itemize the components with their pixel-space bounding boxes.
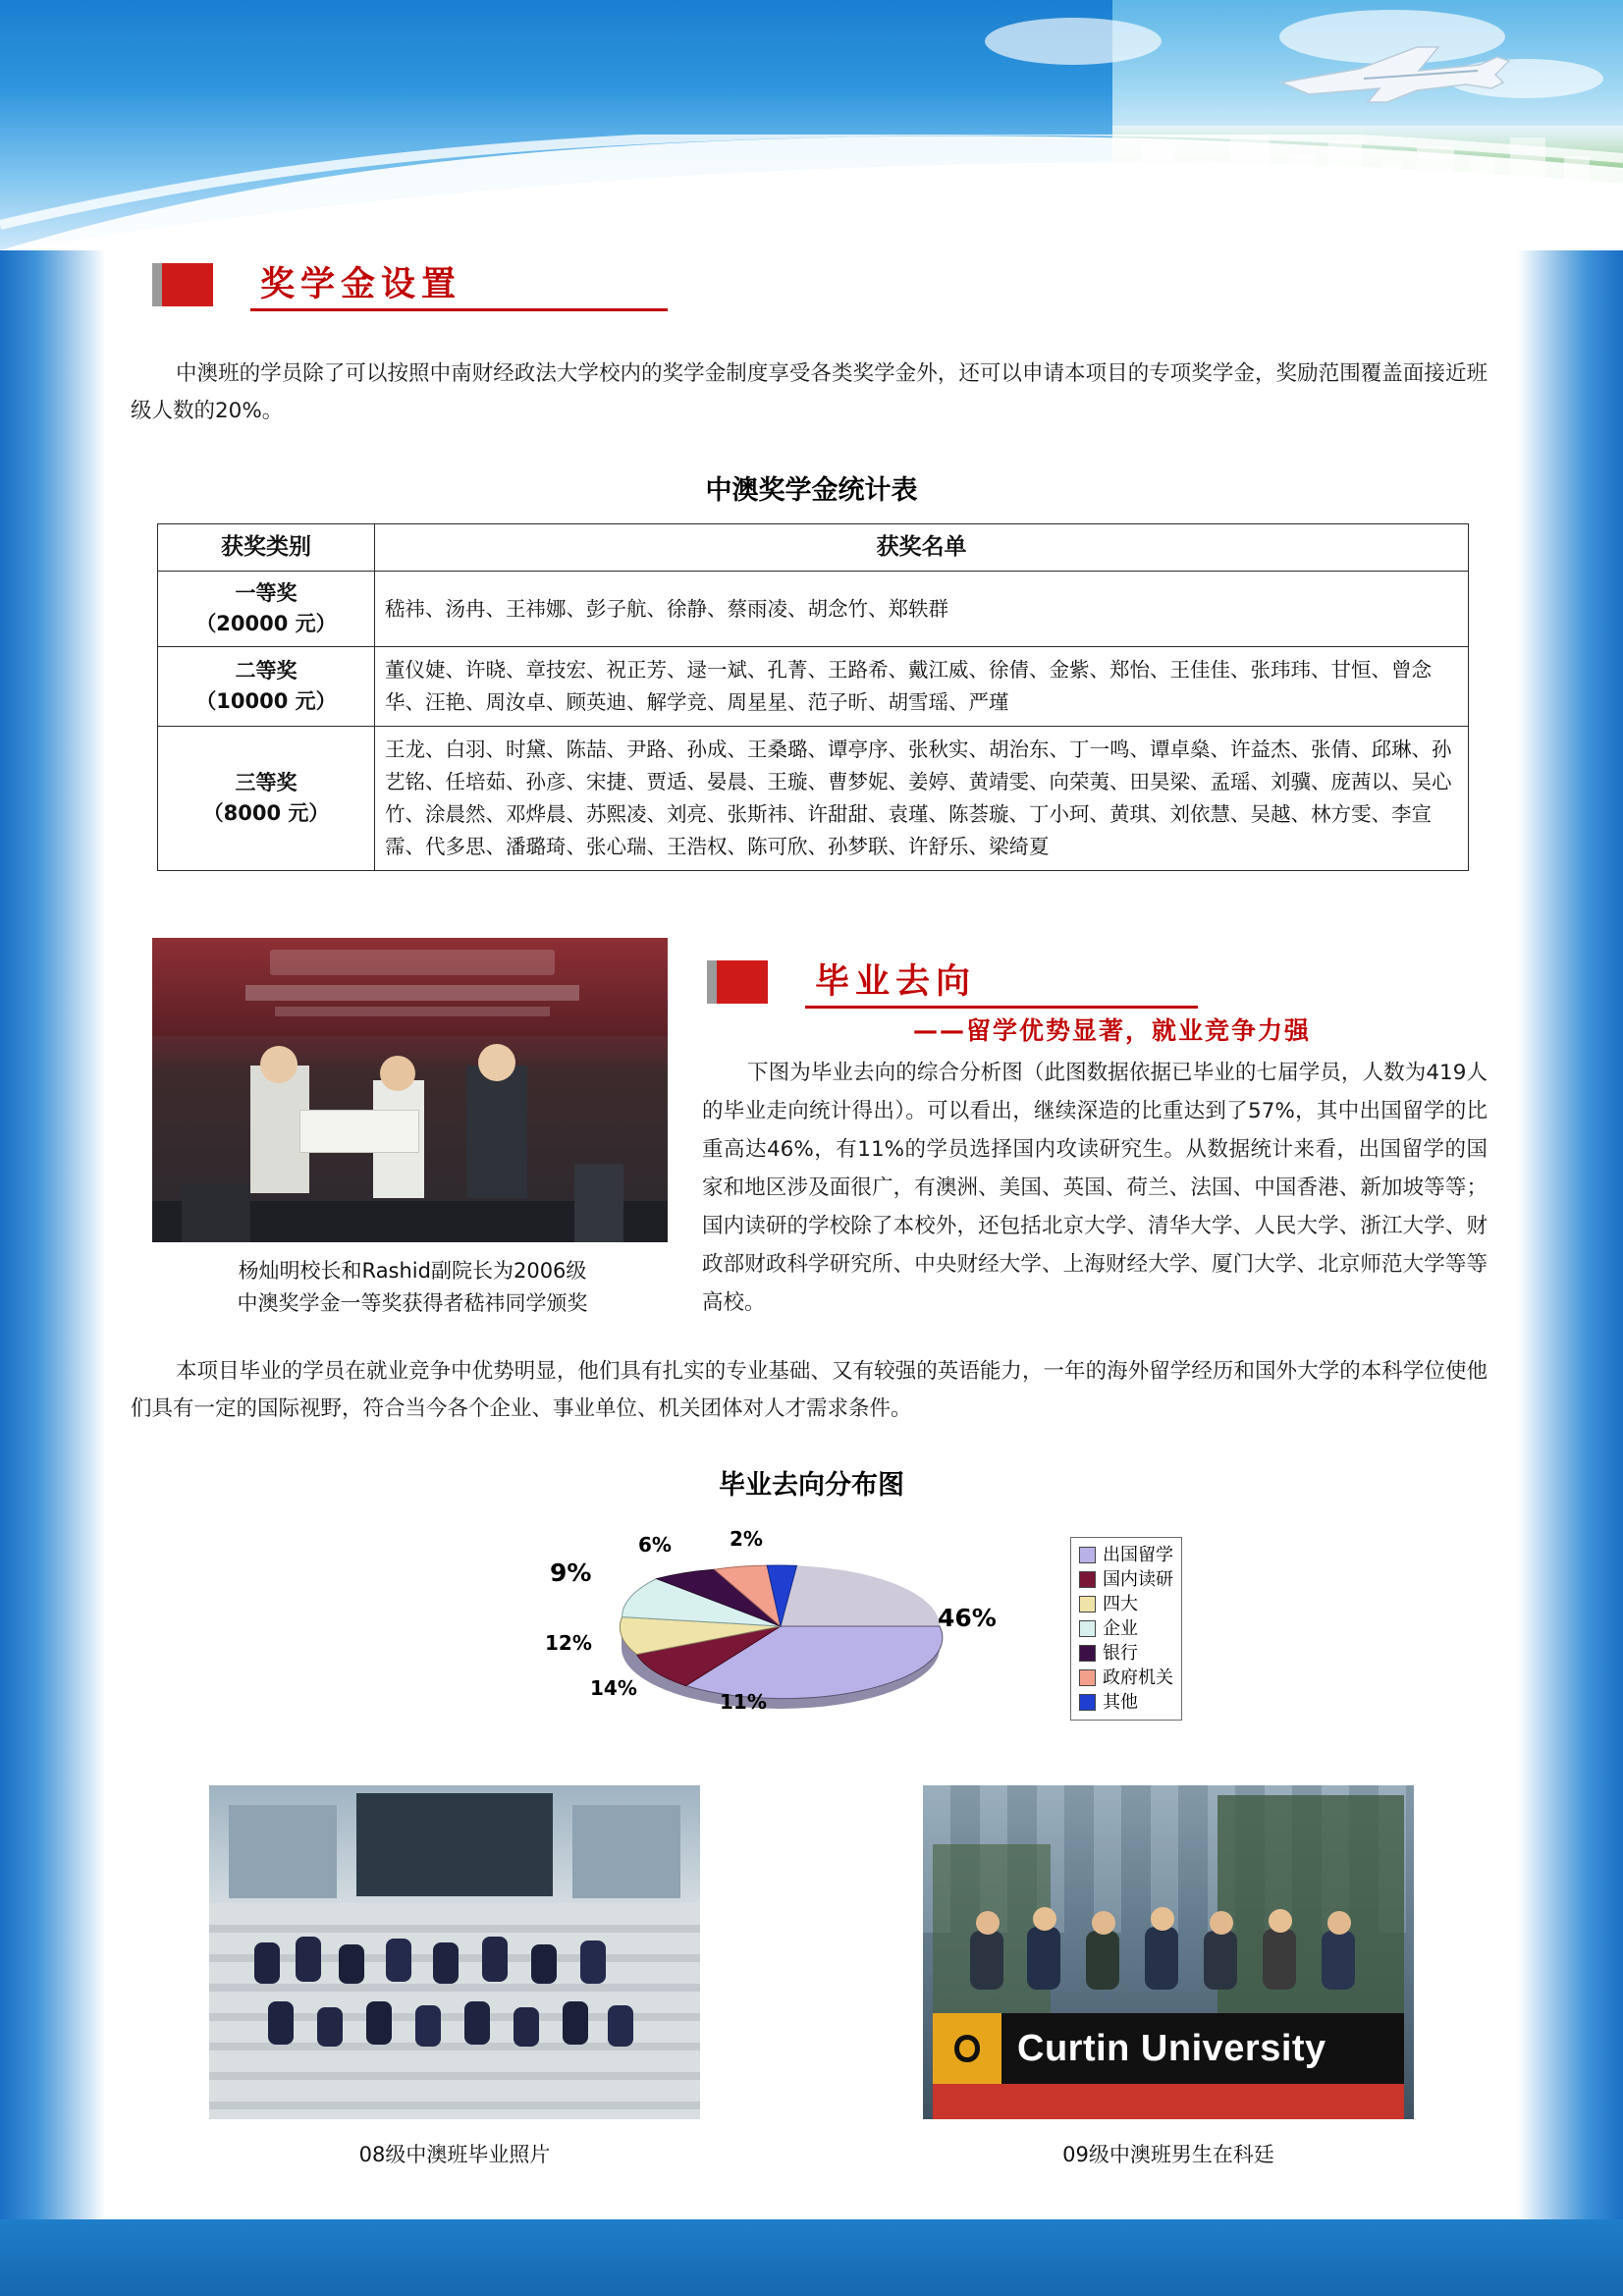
table-header-row (158, 524, 1469, 572)
legend-label: 银行 (1103, 1643, 1138, 1664)
award-name: 三等奖 (235, 771, 298, 794)
award-amount: （8000 元） (202, 801, 330, 825)
pie-label-2: 14% (590, 1676, 637, 1700)
graduation-paragraph-1: 下图为毕业去向的综合分析图（此图数据依据已毕业的七届学员，人数为419人的毕业走向统计得出）。可以看出，继续深造的比重达到了57%，其中出国留学的比重高达46%，有11%的学员选择国内攻读研究生。从数据统计来看，出国留学的国家和地区涉及面很广，有澳洲、美国、英国、荷兰、法国、中国香港、新加坡等等；国内读研的学校除了本校外，还包括北京大学、清华大学、人民大学、浙江大学、财政部财政科学研究所、中央财经大学、上海财经大学、厦门大学、北京师范大学等等高校。 (702, 1061, 1488, 1315)
award-names-third: 王龙、白羽、时黛、陈喆、尹路、孙成、王桑璐、谭亭序、张秋实、胡治东、丁一鸣、谭卓燊、许益杰、张倩、邱琳、孙艺铭、任培茹、孙彦、宋捷、贾适、晏晨、王璇、曹梦妮、姜婷、黄靖雯、向荣荑、田昊梁、孟瑶、刘骥、庞茜以、吴心竹、涂晨然、邓烨晨、苏熙凌、刘亮、张斯祎、许甜甜、袁瑾、陈荟璇、丁小珂、黄琪、刘依慧、吴越、林方雯、李宣霈、代多思、潘璐琦、张心瑞、王浩权、陈可欣、孙梦联、许舒乐、梁绮夏 (375, 727, 1469, 871)
table-row (158, 572, 1469, 647)
heading-underline (805, 1006, 1198, 1009)
pie-label-4: 9% (550, 1558, 592, 1587)
legend-label: 企业 (1103, 1618, 1138, 1639)
award-names-first: 嵇祎、汤冉、王祎娜、彭子航、徐静、蔡雨凌、胡念竹、郑轶群 (375, 572, 1469, 647)
award-names-second: 董仪婕、许晓、章技宏、祝正芳、逯一斌、孔菁、王路希、戴江威、徐倩、金紫、郑怡、王佳佳、张玮玮、甘恒、曾念华、汪艳、周汝卓、顾英迪、解学竞、周星星、范子昕、胡雪瑶、严瑾 (375, 647, 1469, 727)
legend-label: 政府机关 (1103, 1667, 1173, 1688)
graduation-photo-caption: 08级中澳班毕业照片 (358, 2143, 551, 2166)
legend-label: 四大 (1103, 1594, 1138, 1614)
caption-line-2: 中澳奖学金一等奖获得者嵇祎同学颁奖 (237, 1291, 588, 1315)
award-category-third (158, 727, 375, 871)
award-photo-caption (118, 1255, 707, 1320)
award-ceremony-photo (152, 938, 668, 1242)
section-heading-graduation (707, 955, 1492, 1013)
bottom-bar (0, 2219, 1623, 2296)
award-name: 二等奖 (235, 659, 298, 683)
legend-item-0 (1079, 1543, 1173, 1567)
legend-item-6 (1079, 1690, 1173, 1715)
scholarship-table (157, 523, 1469, 871)
curtin-logo-icon (933, 2013, 1001, 2084)
heading-red-block (152, 263, 213, 306)
caption-line-1: 杨灿明校长和Rashid副院长为2006级 (238, 1259, 587, 1283)
legend-label: 其他 (1103, 1692, 1138, 1713)
legend-item-4 (1079, 1641, 1173, 1666)
pie-label-5: 6% (638, 1533, 672, 1557)
section-title-graduation: 毕业去向 (815, 962, 977, 1002)
legend-item-3 (1079, 1616, 1173, 1641)
scholarship-intro-text: 中澳班的学员除了可以按照中南财经政法大学校内的奖学金制度享受各类奖学金外，还可以申请本项目的专项奖学金，奖励范围覆盖面接近班级人数的20%。 (131, 361, 1488, 423)
award-name: 一等奖 (235, 581, 298, 605)
pie-label-0: 46% (938, 1604, 997, 1632)
curtin-university-text: Curtin University (1017, 2027, 1326, 2069)
pie-label-1: 11% (720, 1690, 767, 1714)
table-row (158, 727, 1469, 871)
graduation-subheading: ——留学优势显著，就业竞争力强 (913, 1016, 1312, 1045)
table-row (158, 647, 1469, 727)
heading-underline (250, 308, 668, 311)
section-title-scholarship: 奖学金设置 (260, 265, 462, 304)
table-header-names: 获奖名单 (375, 524, 1469, 572)
award-category-second (158, 647, 375, 727)
legend-label: 国内读研 (1103, 1569, 1173, 1590)
curtin-photo-caption: 09级中澳班男生在科廷 (1062, 2143, 1274, 2166)
legend-item-5 (1079, 1666, 1173, 1690)
chart-title: 毕业去向分布图 (719, 1470, 904, 1501)
graduation-group-photo (209, 1785, 700, 2119)
award-amount: （20000 元） (195, 612, 337, 635)
award-category-first (158, 572, 375, 647)
legend-item-2 (1079, 1592, 1173, 1616)
legend-label: 出国留学 (1103, 1545, 1173, 1565)
graduation-paragraph-2: 本项目毕业的学员在就业竞争中优势明显，他们具有扎实的专业基础、又有较强的英语能力，一年的海外留学经历和国外大学的本科学位使他们具有一定的国际视野，符合当今各个企业、事业单位、机关团体对人才需求条件。 (131, 1359, 1488, 1421)
table-header-category: 获奖类别 (158, 524, 375, 572)
heading-red-block (707, 960, 768, 1004)
pie-label-6: 2% (730, 1527, 763, 1551)
legend-item-1 (1079, 1567, 1173, 1592)
scholarship-table-title: 中澳奖学金统计表 (705, 475, 918, 506)
section-heading-scholarship (152, 257, 938, 316)
pie-label-3: 12% (545, 1631, 592, 1655)
curtin-photo (923, 1785, 1414, 2119)
pie-chart-svg (525, 1532, 1036, 1738)
chart-legend (1070, 1537, 1182, 1721)
award-amount: （10000 元） (195, 689, 337, 713)
